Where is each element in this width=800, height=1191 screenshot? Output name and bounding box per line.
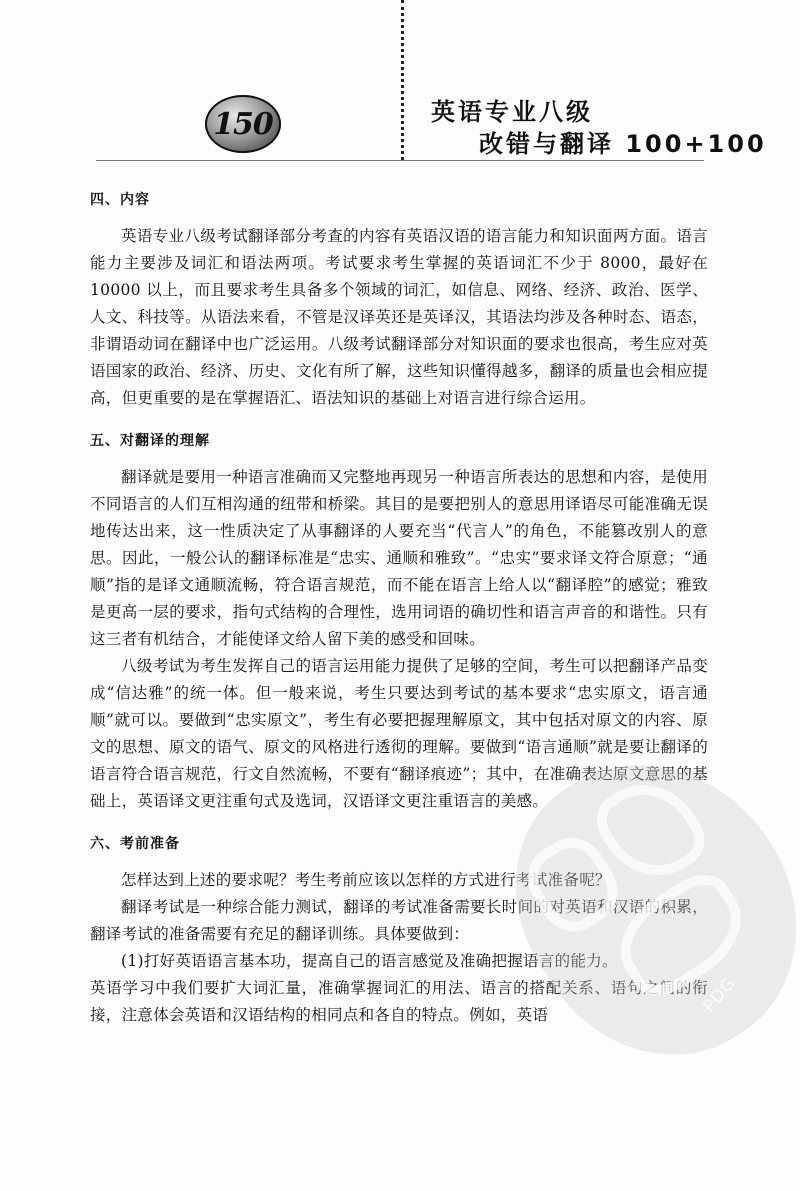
section-heading-preparation: 六、考前准备	[90, 836, 180, 852]
paragraph-continuation: 英语学习中我们要扩大词汇量，准确掌握词汇的用法、语言的搭配关系、语句之间的衔接，注意体会英语和汉语结构的相同点和各自的特点。例如，英语	[90, 979, 708, 1024]
paragraph: 翻译就是要用一种语言准确而又完整地再现另一种语言所表达的思想和内容，是使用不同语言的人们互相沟通的纽带和桥梁。其目的是要把别人的意思用译语尽可能准确无误地传达出来，这一性质决定了从事翻译的人要充当“代言人”的角色，不能篡改别人的意思。因此，一般公认的翻译标准是“忠实、通顺和雅致”。“忠实”要求译文符合原意；“通顺”指的是译文通顺流畅，符合语言规范，而不能在语言上给人以“翻译腔”的感觉；雅致是更高一层的要求，指句式结构的合理性，选用词语的确切性和语言声音的和谐性。只有这三者有机结合，才能使译文给人留下美的感受和回味。	[90, 468, 708, 648]
paragraph: 怎样达到上述的要求呢？考生考前应该以怎样的方式进行考试准备呢？	[121, 871, 611, 889]
series-title-line2: 改错与翻译 100+100	[479, 130, 767, 158]
paragraph: 翻译考试是一种综合能力测试，翻译的考试准备需要长时间的对英语和汉语的积累，翻译考试的准备需要有充足的翻译训练。具体要做到：	[90, 898, 708, 943]
paragraph: 八级考试为考生发挥自己的语言运用能力提供了足够的空间，考生可以把翻译产品变成“信达雅”的统一体。但一般来说，考生只要达到考试的基本要求“忠实原文，语言通顺”就可以。要做到“忠实原文”，考生有必要把握理解原文，其中包括对原文的内容、原文的思想、原文的语气、原文的风格进行透彻的理解。要做到“语言通顺”就是要让翻译的语言符合语言规范，行文自然流畅，不要有“翻译痕迹”；其中，在准确表达原文意思的基础上，英语译文更注重句式及选词，汉语译文更注重语言的美感。	[90, 657, 708, 810]
header-rule	[96, 160, 704, 161]
watermark-label: PDG	[699, 973, 741, 1017]
paragraph: (1)打好英语语言基本功，提高自己的语言感觉及准确把握语言的能力。	[121, 952, 618, 970]
paragraph: 英语专业八级考试翻译部分考查的内容有英语汉语的语言能力和知识面两方面。语言能力主要涉及词汇和语法两项。考试要求考生掌握的英语词汇不少于 8000，最好在 10000 以上，而且要求考生具备多个领域的词汇，如信息、网络、经济、政治、医学、人文、科技等。从语法来看，不管是汉译英还是英译汉，其语法均涉及各种时态、语态，非谓语动词在翻译中也广泛运用。八级考试翻译部分对知识面的要求也很高，考生应对英语国家的政治、经济、历史、文化有所了解，这些知识懂得越多，翻译的质量也会相应提高，但更重要的是在掌握语汇、语法知识的基础上对语言进行综合运用。	[90, 227, 708, 407]
header-dotted-divider	[401, 0, 404, 160]
section-heading-understanding: 五、对翻译的理解	[90, 433, 210, 449]
page-number: 150	[213, 106, 273, 142]
page-number-badge	[205, 95, 281, 153]
series-title-line1: 英语专业八级	[431, 98, 593, 126]
section-heading-content: 四、内容	[90, 192, 150, 208]
